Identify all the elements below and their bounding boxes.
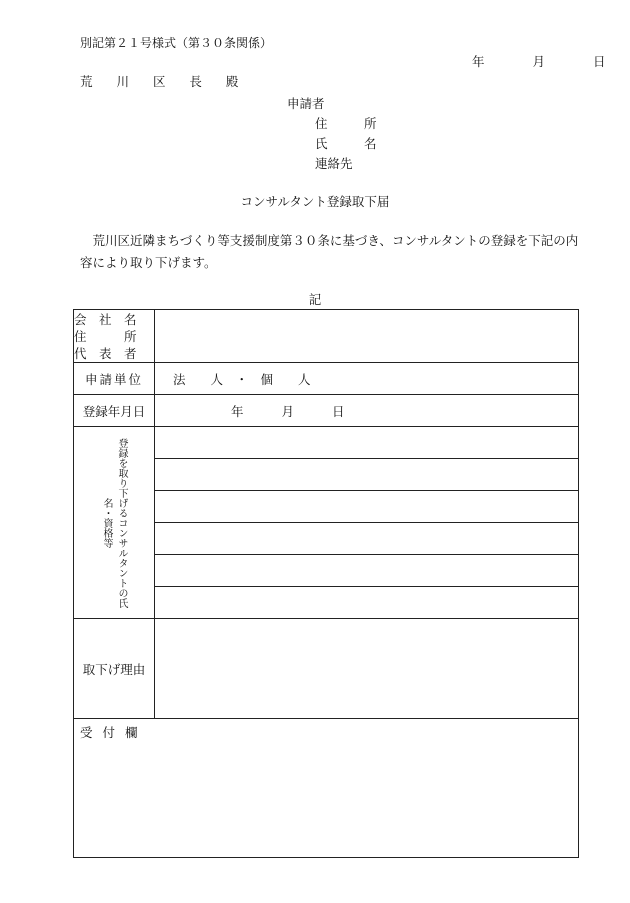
consultant-line[interactable]: [155, 587, 579, 619]
applicant-contact-label: 連絡先: [315, 156, 353, 171]
unit-label: 申請単位: [74, 363, 155, 395]
consultant-line[interactable]: [155, 459, 579, 491]
ki-marker: 記: [308, 292, 322, 307]
reg-year: 年: [231, 403, 244, 419]
reception-label: 受付欄: [74, 719, 579, 858]
representative-label: 代 表 者: [74, 345, 137, 361]
company-label-cell: [74, 310, 155, 363]
company-name-label: 会 社 名: [74, 311, 137, 327]
applicant-title: 申請者: [287, 96, 325, 111]
registration-date-label: 登録年月日: [74, 395, 155, 427]
consultant-line[interactable]: [155, 555, 579, 587]
reason-value[interactable]: [155, 619, 579, 719]
document-title: コンサルタント登録取下届: [240, 194, 390, 209]
submission-date: [472, 52, 605, 70]
consultant-label-cell: [74, 427, 155, 619]
unit-value[interactable]: 法 人 ・ 個 人: [155, 363, 579, 395]
applicant-block: [287, 94, 389, 174]
date-month: 月: [532, 54, 545, 69]
applicant-address-label: 住 所: [315, 116, 389, 131]
date-year: 年: [472, 54, 485, 69]
consultant-line[interactable]: [155, 491, 579, 523]
company-value-cell[interactable]: [155, 310, 579, 363]
record-table: [73, 309, 579, 858]
consultant-label: 登録を取り下げるコンサルタントの氏名・資格等: [101, 437, 127, 608]
reg-month: 月: [281, 403, 295, 419]
reason-label: 取下げ理由: [74, 619, 155, 719]
addressee: 荒 川 区 長 殿: [80, 74, 249, 89]
consultant-line[interactable]: [155, 523, 579, 555]
reg-day: 日: [332, 403, 345, 419]
form-number-label: 別記第２１号様式（第３０条関係）: [80, 36, 273, 50]
document-body: 荒川区近隣まちづくり等支援制度第３０条に基づき、コンサルタントの登録を下記の内容により取り下げます。: [80, 233, 579, 270]
date-day: 日: [592, 54, 606, 69]
applicant-name-label: 氏 名: [315, 136, 389, 151]
company-address-label: 住 所: [74, 328, 137, 344]
consultant-line[interactable]: [155, 427, 579, 459]
registration-date-value[interactable]: [155, 395, 579, 427]
